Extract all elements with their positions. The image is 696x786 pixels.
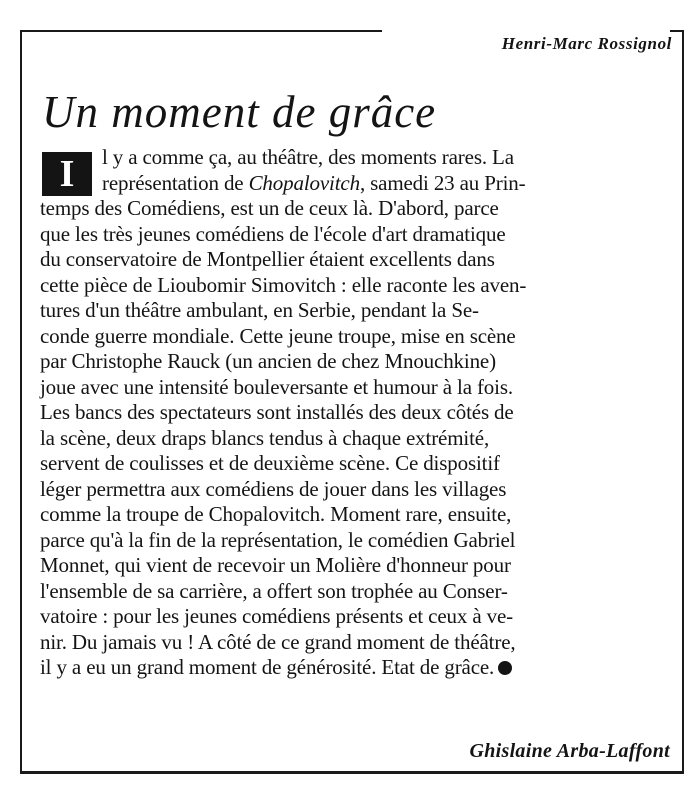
top-rule-end <box>670 30 684 32</box>
body-line-text: il y a eu un grand moment de générosité. Etat de grâce. <box>40 655 495 679</box>
body-line: servent de coulisses et de deuxième scène. Ce dispositif <box>40 451 500 475</box>
body-line: temps des Comédiens, est un de ceux là. D'abord, parce <box>40 196 499 220</box>
body-line: léger permettra aux comédiens de jouer dans les villages <box>40 476 507 501</box>
top-rule <box>20 30 382 32</box>
body-line <box>40 171 676 197</box>
body-line: joue avec une intensité bouleversante et humour à la fois. <box>40 374 513 399</box>
body-line-last <box>40 655 676 681</box>
body-line: Les bancs des spectateurs sont installés des deux côtés de <box>40 400 514 424</box>
body-line: Monnet, qui vient de recevoir un Molière d'honneur pour <box>40 553 511 577</box>
author-signature: Ghislaine Arba-Laffont <box>469 740 670 762</box>
headline: Un moment de grâce <box>42 87 437 137</box>
body-line: la scène, deux draps blancs tendus à chaque extrémité, <box>40 425 490 450</box>
body-line: tures d'un théâtre ambulant, en Serbie, pendant la Se- <box>40 298 479 322</box>
body-line: vatoire : pour les jeunes comédiens présents et ceux à ve- <box>40 604 513 628</box>
body-line: cette pièce de Lioubomir Simovitch : elle raconte les aven- <box>40 272 527 297</box>
body-line: conde guerre mondiale. Cette jeune troupe, mise en scène <box>40 323 516 348</box>
body-line: l'ensemble de sa carrière, a offert son trophée au Conser- <box>40 578 508 603</box>
body-line: du conservatoire de Montpellier étaient excellents dans <box>40 247 495 271</box>
body-line: l y a comme ça, au théâtre, des moments rares. La <box>102 145 514 169</box>
body-line: nir. Du jamais vu ! A côté de ce grand moment de théâtre, <box>40 629 516 654</box>
article-body <box>40 145 676 681</box>
body-line-text: représentation de <box>102 170 249 195</box>
body-line: parce qu'à la fin de la représentation, le comédien Gabriel <box>40 527 516 552</box>
body-line: que les très jeunes comédiens de l'école d'art dramatique <box>40 221 506 246</box>
body-line-text: , samedi 23 au Prin- <box>359 170 526 195</box>
byline: Henri-Marc Rossignol <box>501 34 672 53</box>
body-line: par Christophe Rauck (un ancien de chez Mnouchkine) <box>40 349 496 373</box>
play-title: Chopalovitch <box>248 170 360 195</box>
body-line: comme la troupe de Chopalovitch. Moment rare, ensuite, <box>40 502 512 526</box>
drop-cap: I <box>42 152 92 196</box>
end-mark-icon <box>498 661 512 675</box>
